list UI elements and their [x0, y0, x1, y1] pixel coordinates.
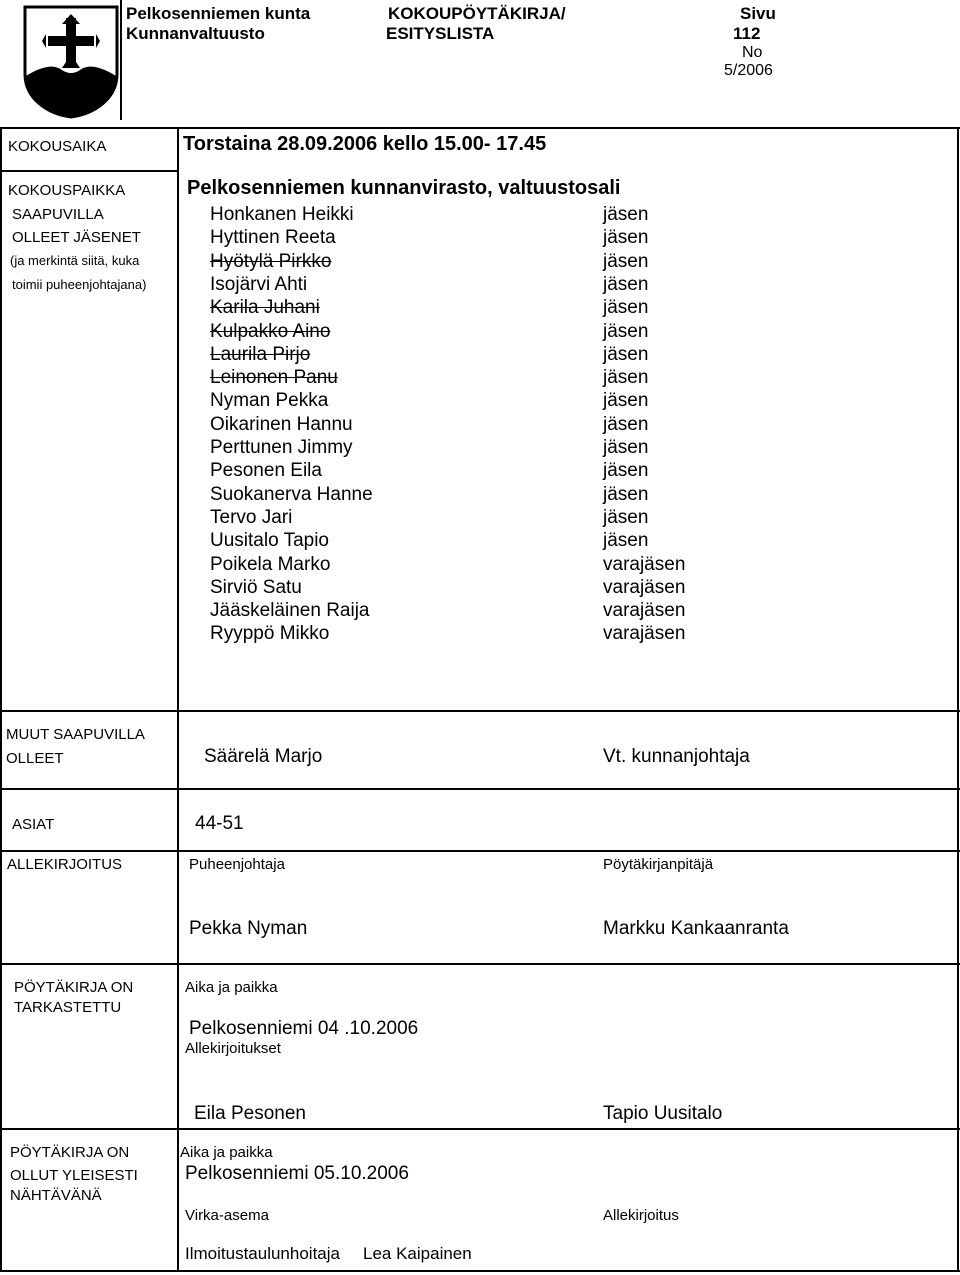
display-place-time-value: Pelkosenniemi 05.10.2006: [185, 1163, 409, 1184]
present-label-1: SAAPUVILLA: [12, 206, 104, 223]
member-role: jäsen: [603, 297, 649, 318]
member-role: varajäsen: [603, 623, 686, 644]
member-role: jäsen: [603, 390, 649, 411]
member-name: Perttunen Jimmy: [210, 437, 353, 458]
display-officer-name: Lea Kaipainen: [363, 1244, 472, 1263]
review-place-time-label: Aika ja paikka: [185, 979, 278, 996]
member-role: jäsen: [603, 507, 649, 528]
secretary-label: Pöytäkirjanpitäjä: [603, 856, 714, 873]
member-name: Jääskeläinen Raija: [210, 600, 370, 621]
member-role: jäsen: [603, 414, 649, 435]
member-name: Kulpakko Aino: [210, 321, 331, 342]
present-note-2: toimii puheenjohtajana): [12, 277, 147, 292]
member-role: jäsen: [603, 460, 649, 481]
member-name: Hyttinen Reeta: [210, 227, 336, 248]
body-name: Kunnanvaltuusto: [126, 24, 265, 43]
member-role: jäsen: [603, 251, 649, 272]
member-name: Sirviö Satu: [210, 577, 302, 598]
no-value: 5/2006: [724, 62, 773, 79]
member-name: Laurila Pirjo: [210, 344, 311, 365]
member-role: jäsen: [603, 274, 649, 295]
member-name: Karila Juhani: [210, 297, 320, 318]
present-label-2: OLLEET JÄSENET: [12, 229, 141, 246]
member-role: jäsen: [603, 204, 649, 225]
member-name: Ryyppö Mikko: [210, 623, 330, 644]
matters-value: 44-51: [195, 813, 244, 834]
others-name: Säärelä Marjo: [204, 746, 323, 767]
review-label-1: PÖYTÄKIRJA ON: [14, 979, 134, 996]
chair-label: Puheenjohtaja: [189, 856, 285, 873]
display-signature-label: Allekirjoitus: [603, 1207, 679, 1224]
display-label-3: NÄHTÄVÄNÄ: [10, 1187, 102, 1204]
others-role: Vt. kunnanjohtaja: [603, 746, 750, 767]
review-signer-1: Eila Pesonen: [194, 1103, 306, 1124]
review-sign-label: Allekirjoitukset: [185, 1040, 281, 1057]
member-role: varajäsen: [603, 577, 686, 598]
member-role: jäsen: [603, 484, 649, 505]
member-name: Honkanen Heikki: [210, 204, 354, 225]
page-number: 112: [733, 24, 761, 43]
meeting-time-label: KOKOUSAIKA: [8, 138, 107, 155]
member-name: Pesonen Eila: [210, 460, 322, 481]
chair-name: Pekka Nyman: [189, 918, 308, 939]
member-name: Hyötylä Pirkko: [210, 251, 332, 272]
matters-label: ASIAT: [12, 816, 55, 833]
meeting-time-value: Torstaina 28.09.2006 kello 15.00- 17.45: [183, 133, 547, 155]
review-signer-2: Tapio Uusitalo: [603, 1103, 723, 1124]
others-label-2: OLLEET: [6, 750, 64, 767]
display-office-label: Virka-asema: [185, 1207, 269, 1224]
member-name: Leinonen Panu: [210, 367, 338, 388]
coat-of-arms-icon: [22, 4, 120, 120]
review-label-2: TARKASTETTU: [14, 999, 122, 1016]
member-name: Isojärvi Ahti: [210, 274, 308, 295]
no-label: No: [742, 44, 763, 61]
display-officer: Ilmoitustaulunhoitaja: [185, 1244, 340, 1263]
secretary-name: Markku Kankaanranta: [603, 918, 789, 939]
member-role: jäsen: [603, 227, 649, 248]
page-label: Sivu: [740, 4, 776, 23]
meeting-place-value: Pelkosenniemen kunnanvirasto, valtuustosali: [187, 177, 621, 199]
member-role: jäsen: [603, 344, 649, 365]
doc-type-2: ESITYSLISTA: [386, 24, 495, 43]
display-label-1: PÖYTÄKIRJA ON: [10, 1144, 130, 1161]
member-name: Poikela Marko: [210, 554, 331, 575]
display-label-2: OLLUT YLEISESTI: [10, 1167, 138, 1184]
member-role: jäsen: [603, 530, 649, 551]
others-label-1: MUUT SAAPUVILLA: [6, 726, 145, 743]
member-name: Uusitalo Tapio: [210, 530, 330, 551]
member-name: Nyman Pekka: [210, 390, 329, 411]
member-name: Tervo Jari: [210, 507, 293, 528]
display-place-time-label: Aika ja paikka: [180, 1144, 273, 1161]
member-role: jäsen: [603, 437, 649, 458]
org-name: Pelkosenniemen kunta: [126, 4, 311, 23]
signatures-label: ALLEKIRJOITUS: [7, 856, 123, 873]
review-place-time-value: Pelkosenniemi 04 .10.2006: [189, 1018, 419, 1039]
member-name: Suokanerva Hanne: [210, 484, 373, 505]
present-note-1: (ja merkintä siitä, kuka: [10, 253, 140, 268]
member-role: varajäsen: [603, 600, 686, 621]
meeting-place-label: KOKOUSPAIKKA: [8, 182, 126, 199]
member-name: Oikarinen Hannu: [210, 414, 353, 435]
member-role: jäsen: [603, 321, 649, 342]
member-role: varajäsen: [603, 554, 686, 575]
member-role: jäsen: [603, 367, 649, 388]
doc-type: KOKOUPÖYTÄKIRJA/: [388, 4, 566, 23]
